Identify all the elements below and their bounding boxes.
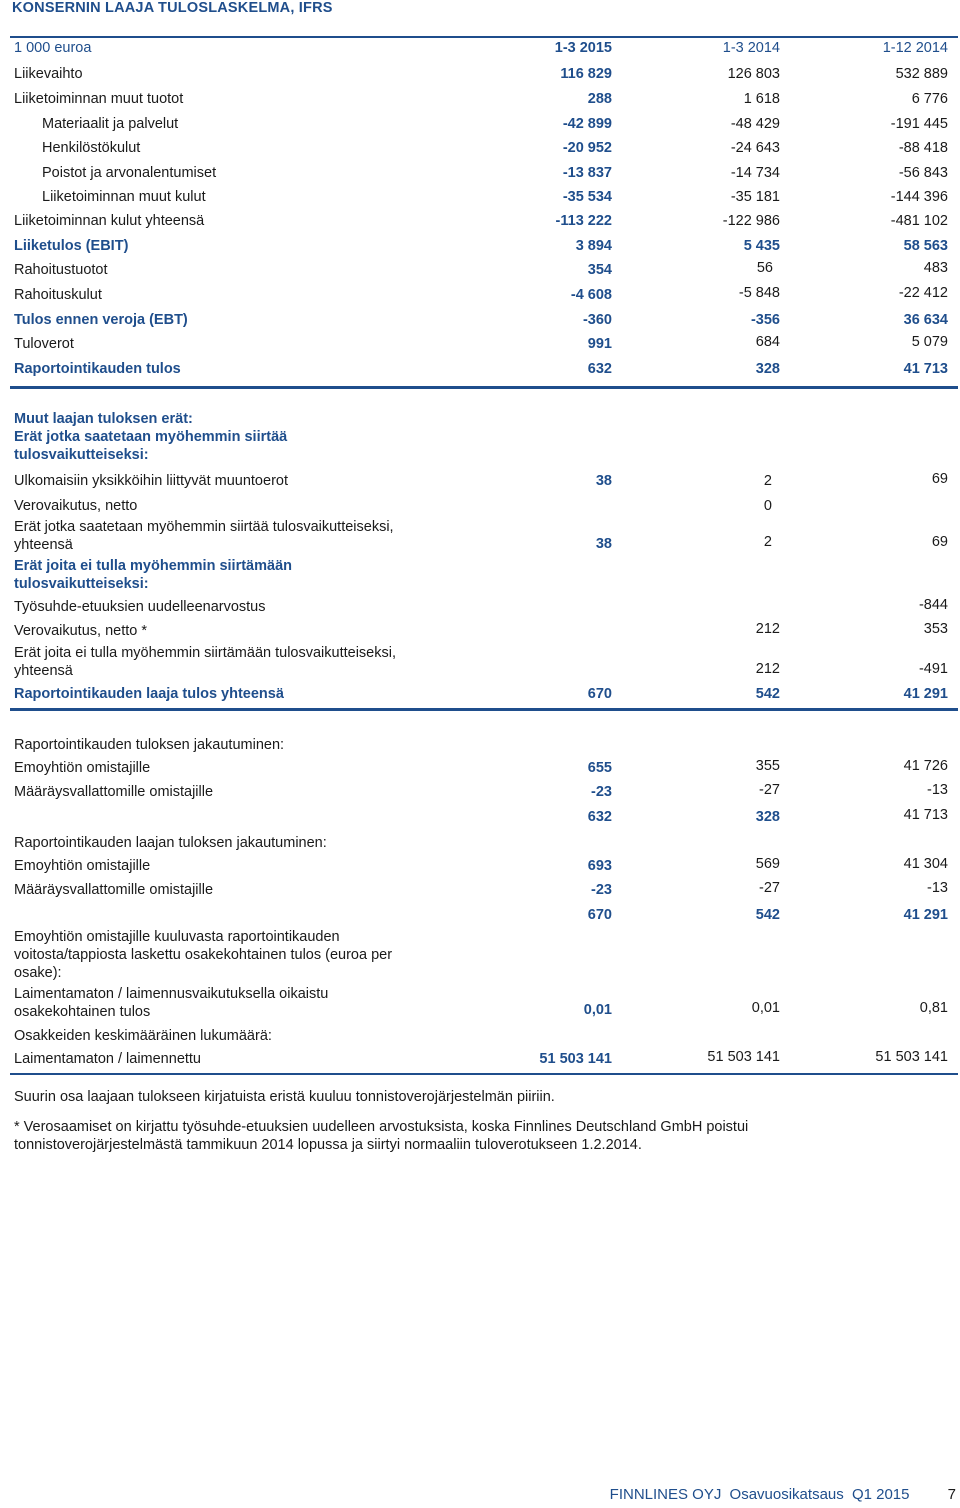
value-col1: -35 534 [562, 189, 612, 205]
value-col3: 5 079 [911, 334, 948, 350]
row-label: Verovaikutus, netto [14, 498, 138, 514]
row-emoyhtio-1 [0, 760, 960, 784]
row-label: Rahoituskulut [14, 287, 102, 303]
value-col2: -35 181 [730, 189, 780, 205]
eps-heading-line: Emoyhtiön omistajille kuuluvasta raportointikauden [14, 929, 340, 945]
value-col1: 51 503 141 [539, 1051, 612, 1067]
row-label: Emoyhtiön omistajille [14, 858, 151, 874]
value-col1: 632 [587, 361, 612, 377]
value-col2: -24 643 [730, 140, 780, 156]
row-jakautuminen-yhteensa-1 [0, 809, 960, 833]
value-col3: 41 291 [903, 907, 948, 923]
row-label: Liiketulos (EBIT) [14, 238, 129, 254]
value-col2: 5 435 [743, 238, 780, 254]
header-rule [10, 36, 958, 38]
value-col3: 41 713 [903, 361, 948, 377]
row-label: Laimentamaton / laimennettu [14, 1051, 201, 1067]
value-col1: -4 608 [570, 287, 612, 303]
value-col1: -42 899 [562, 116, 612, 132]
footer-company: FINNLINES OYJ [609, 1486, 722, 1503]
value-col3: -191 445 [890, 116, 948, 132]
value-col2: -5 848 [738, 285, 780, 301]
row-label: Rahoitustuotot [14, 262, 108, 278]
value-col1: 3 894 [575, 238, 612, 254]
value-col1: 38 [595, 473, 612, 489]
note-2-line: tonnistoverojärjestelmästä tammikuun 2014 lopussa ja siirtyi normaaliin tuloverotukseen 1.2.2014. [14, 1137, 642, 1153]
value-col3: 483 [923, 260, 948, 276]
value-col1: 38 [595, 536, 612, 552]
value-col3: 0,81 [919, 1000, 948, 1016]
row-label: Henkilöstökulut [42, 140, 141, 156]
value-col2: 328 [755, 809, 780, 825]
value-col1: -113 222 [555, 213, 612, 229]
value-col1: 354 [587, 262, 612, 278]
shares-heading: Osakkeiden keskimääräinen lukumäärä: [14, 1028, 272, 1044]
value-col3: 36 634 [903, 312, 948, 328]
value-col1: -23 [591, 882, 612, 898]
value-col3: -144 396 [890, 189, 948, 205]
value-col2: 0,01 [751, 1000, 780, 1016]
dist-heading-2: Raportointikauden laajan tuloksen jakautuminen: [14, 835, 327, 851]
row-ebt [0, 312, 960, 336]
col-header-2: 1-3 2014 [722, 40, 780, 56]
row-label: Materiaalit ja palvelut [42, 116, 179, 132]
row-label: Raportointikauden laaja tulos yhteensä [14, 686, 284, 702]
value-col3: -88 418 [898, 140, 948, 156]
oci-subheading-line: Erät joita ei tulla myöhemmin siirtämään [14, 558, 292, 574]
value-col2: 2 [763, 473, 772, 489]
row-muuntoerot [0, 473, 960, 497]
row-label: Poistot ja arvonalentumiset [42, 165, 217, 181]
value-col2: 684 [755, 334, 780, 350]
value-col2: -27 [759, 880, 780, 896]
note-1: Suurin osa laajaan tulokseen kirjatuista eristä kuuluu tonnistoverojärjestelmän piiriin. [14, 1089, 555, 1105]
value-col3: -13 [927, 880, 948, 896]
value-col3: 69 [931, 534, 948, 550]
value-col2: -48 429 [730, 116, 780, 132]
value-col3: 6 776 [911, 91, 948, 107]
row-liikevaihto [0, 66, 960, 90]
value-col3: -22 412 [898, 285, 948, 301]
row-ei-siirrettavat-yhteensa [0, 661, 960, 685]
value-col3: -844 [918, 597, 948, 613]
row-maaraysvallattomat-1 [0, 784, 960, 808]
value-col2: 542 [755, 686, 780, 702]
row-kauden-tulos [0, 361, 960, 385]
value-col1: 670 [587, 686, 612, 702]
value-col1: 0,01 [583, 1002, 612, 1018]
row-label: Emoyhtiön omistajille [14, 760, 151, 776]
value-col1: 116 829 [560, 66, 612, 82]
eps-heading [14, 928, 392, 982]
value-col2: 355 [755, 758, 780, 774]
col-header-1: 1-3 2015 [554, 40, 612, 56]
oci-heading [14, 410, 287, 464]
row-laaja-tulos-yhteensa [0, 686, 960, 710]
value-col3: 51 503 141 [875, 1049, 948, 1065]
row-materiaalit [0, 116, 960, 140]
eps-heading-line: voitosta/tappiosta laskettu osakekohtainen tulos (euroa per [14, 947, 393, 963]
row-rahoitustuotot [0, 262, 960, 286]
row-shares [0, 1051, 960, 1075]
value-col2: 328 [755, 361, 780, 377]
row-poistot [0, 165, 960, 189]
value-col2: -122 986 [722, 213, 780, 229]
footer-doc: Osavuosikatsaus [729, 1486, 844, 1503]
row-label: Verovaikutus, netto * [14, 623, 147, 639]
row-label: Määräysvallattomille omistajille [14, 882, 214, 898]
unit-label: 1 000 euroa [14, 40, 92, 56]
footer-period: Q1 2015 [851, 1486, 910, 1503]
oci-heading-line: Muut laajan tuloksen erät: [14, 411, 193, 427]
page-number: 7 [947, 1486, 956, 1503]
row-label: Tuloverot [14, 336, 74, 352]
row-label-line: yhteensä [14, 663, 73, 679]
row-label: Tulos ennen veroja (EBT) [14, 312, 188, 328]
column-header-row [0, 40, 960, 64]
value-col2: 56 [756, 260, 773, 276]
eps-label-line: Laimentamaton / laimennusvaikutuksella oikaistu [14, 986, 329, 1002]
row-henkilostokulut [0, 140, 960, 164]
value-col1: -360 [582, 312, 612, 328]
value-col3: 69 [931, 471, 948, 487]
value-col3: 41 304 [903, 856, 948, 872]
value-col1: 288 [587, 91, 612, 107]
value-col2: 0 [763, 498, 772, 514]
row-label: Ulkomaisiin yksikköihin liittyvät muuntoerot [14, 473, 288, 489]
dist-heading-1: Raportointikauden tuloksen jakautuminen: [14, 737, 285, 753]
row-kulut-yhteensa [0, 213, 960, 237]
eps-heading-line: osake): [14, 965, 62, 981]
value-col3: -491 [918, 661, 948, 677]
value-col2: 212 [755, 621, 780, 637]
value-col1: -13 837 [562, 165, 612, 181]
row-label: Liiketoiminnan muut kulut [42, 189, 206, 205]
row-label-line: Erät joita ei tulla myöhemmin siirtämään tulosvaikutteiseksi, [14, 645, 396, 661]
value-col2: 2 [763, 534, 772, 550]
oci-subheading-line: tulosvaikutteiseksi: [14, 447, 149, 463]
value-col3: -56 843 [898, 165, 948, 181]
value-col1: -23 [591, 784, 612, 800]
row-label: Liiketoiminnan muut tuotot [14, 91, 184, 107]
row-muut-kulut [0, 189, 960, 213]
value-col3: -481 102 [890, 213, 948, 229]
row-eps [0, 1002, 960, 1026]
value-col2: -14 734 [730, 165, 780, 181]
row-tyosuhde-etuudet [0, 599, 960, 623]
value-col2: 51 503 141 [707, 1049, 780, 1065]
row-maaraysvallattomat-2 [0, 882, 960, 906]
value-col1: 655 [587, 760, 612, 776]
note-2-line: * Verosaamiset on kirjattu työsuhde-etuuksien uudelleen arvostuksista, koska Finnlines Deutschland GmbH poistui [14, 1119, 749, 1135]
value-col3: 41 291 [903, 686, 948, 702]
value-col1: 991 [587, 336, 612, 352]
row-tuloverot [0, 336, 960, 360]
row-label: Liikevaihto [14, 66, 83, 82]
row-muut-tuotot [0, 91, 960, 115]
value-col2: 542 [755, 907, 780, 923]
oci-subheading-line: tulosvaikutteiseksi: [14, 576, 149, 592]
value-col3: 353 [923, 621, 948, 637]
row-rahoituskulut [0, 287, 960, 311]
section-rule [10, 386, 958, 389]
value-col3: 58 563 [903, 238, 948, 254]
value-col3: 41 713 [903, 807, 948, 823]
value-col1: 632 [587, 809, 612, 825]
row-label: Työsuhde-etuuksien uudelleenarvostus [14, 599, 266, 615]
row-label-line: Erät jotka saatetaan myöhemmin siirtää tulosvaikutteiseksi, [14, 519, 394, 535]
value-col1: -20 952 [562, 140, 612, 156]
section-rule [10, 1073, 958, 1075]
value-col3: -13 [927, 782, 948, 798]
row-label-line: yhteensä [14, 537, 73, 553]
note-2 [14, 1118, 748, 1154]
row-label: Määräysvallattomille omistajille [14, 784, 214, 800]
oci-subheading-line: Erät jotka saatetaan myöhemmin siirtää [14, 429, 288, 445]
oci-subheading-2 [14, 557, 292, 593]
value-col2: 212 [755, 661, 780, 677]
value-col2: 569 [755, 856, 780, 872]
value-col1: 670 [587, 907, 612, 923]
value-col3: 41 726 [903, 758, 948, 774]
value-col3: 532 889 [895, 66, 948, 82]
section-rule [10, 708, 958, 711]
value-col2: 1 618 [743, 91, 780, 107]
col-header-3: 1-12 2014 [882, 40, 948, 56]
row-label: Raportointikauden tulos [14, 361, 181, 377]
row-ebit [0, 238, 960, 262]
row-label: Liiketoiminnan kulut yhteensä [14, 213, 205, 229]
eps-label-line: osakekohtainen tulos [14, 1004, 151, 1020]
value-col2: -356 [750, 312, 780, 328]
value-col2: 126 803 [727, 66, 780, 82]
value-col1: 693 [587, 858, 612, 874]
row-emoyhtio-2 [0, 858, 960, 882]
page-footer [606, 1486, 956, 1503]
value-col2: -27 [759, 782, 780, 798]
page-title: KONSERNIN LAAJA TULOSLASKELMA, IFRS [12, 0, 333, 16]
